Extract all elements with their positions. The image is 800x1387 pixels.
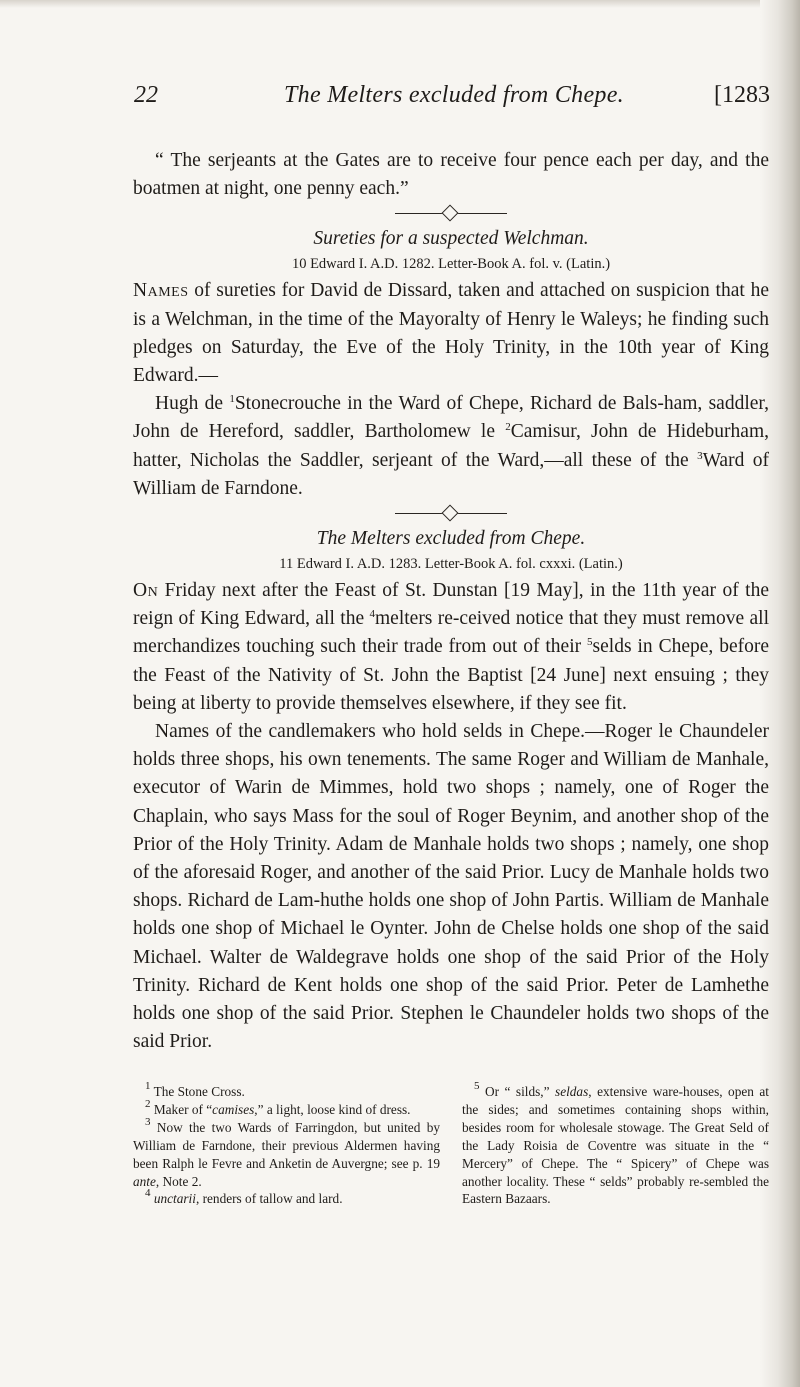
main-text [133, 147, 769, 1056]
footnote-1: $^1$ The Stone Cross. [145, 1080, 245, 1099]
section-reference-melters: 11 Edward I. A.D. 1283. Letter-Book A. fol. cxxxi. (Latin.) [279, 556, 623, 573]
footnote-4: $^4$ unctarii, renders of tallow and lard. [145, 1187, 343, 1207]
footnote-ref: 4 [369, 608, 375, 621]
footnote-ref: 2 [505, 421, 511, 434]
section-title-melters: The Melters excluded from Chepe. [316, 528, 586, 550]
sureties-list-paragraph: Hugh de $^1$Stonecrouche in the Ward of Chepe, Richard de Bals-ham, saddler, John de Hereford, saddler, Bartholomew le $^2$Camisur, John de Hideburham, hatter, Nicholas the Saddler, serjeant of the Ward,—all these of the $^3$Ward of William de Farndone. [133, 393, 769, 499]
section-reference-sureties: 10 Edward I. A.D. 1282. Letter-Book A. fol. v. (Latin.) [291, 256, 611, 273]
footnotes-left-column [133, 1080, 440, 1208]
running-head [134, 82, 770, 114]
running-year: [1283 [714, 82, 770, 108]
page-number: 22 [134, 82, 158, 108]
diamond-ornament-icon [442, 205, 459, 222]
running-title: The Melters excluded from Chepe. [284, 82, 624, 108]
footnote-2: $^2$ Maker of “camises,” a light, loose kind of dress. [145, 1097, 411, 1117]
footnote-ref: 5 [587, 636, 593, 649]
candlemakers-paragraph: Names of the candlemakers who hold selds in Chepe.—Roger le Chaundeler holds three shops, his own tenements. The same Roger and William de Manhale, executor of Warin de Mimmes, hold two shops ; namely, one of Roger the Chaplain, who says Mass for the soul of Roger Beynim, and another shop of the Prior of the Holy Trinity. Adam de Manhale holds two shops ; namely, one shop of the aforesaid Roger, and another of the said Prior. Lucy de Manhale holds two shops. Richard de Lam-huthe holds one shop of John Partis. William de Manhale holds one shop of Michael le Oynter. John de Chelse holds one shop of the said Michael. Walter de Waldegrave holds one shop of the said Prior of the Holy Trinity. Richard de Kent holds one shop of the said Prior. Peter de Lamhethe holds one shop of the said Prior. Stephen le Chaundeler holds two shops of the said Prior. [133, 721, 769, 1053]
footnote-ref: 3 [697, 449, 703, 462]
section-title-sureties: Sureties for a suspected Welchman. [313, 228, 589, 250]
lead-word: On [133, 580, 159, 602]
section-divider [133, 203, 769, 223]
page-top-shadow [0, 0, 800, 8]
footnotes-right-column [462, 1080, 769, 1208]
footnote-3: $^3$ Now the two Wards of Farringdon, but united by William de Farndone, their previous Aldermen having been Ralph le Fevre and Anketin de Auvergne; see p. 19 ante, Note 2. [133, 1115, 440, 1189]
diamond-ornament-icon [442, 505, 459, 522]
melters-paragraph: On Friday next after the Feast of St. Dunstan [19 May], in the 11th year of the reign of King Edward, all the $^4$melters re-ceived notice that they must remove all merchandizes touching such their trade from out of their $^5$selds in Chepe, before the Feast of the Nativity of St. John the Baptist [24 June] next ensuing ; they being at liberty to provide themselves elsewhere, if they see fit. [133, 580, 770, 714]
sureties-paragraph: Names of sureties for David de Dissard, taken and attached on suspicion that he is a Welchman, in the time of the Mayoralty of Henry le Waleys; he finding such pledges on Saturday, the Eve of the Holy Trinity, in the 10th year of King Edward.— [133, 280, 769, 387]
opening-paragraph: “ The serjeants at the Gates are to receive four pence each per day, and the boatmen at night, one penny each.” [133, 150, 769, 200]
lead-word: Names [133, 280, 189, 302]
section-divider [133, 503, 769, 523]
footnote-5: $^5$ Or “ silds,” seldas, extensive ware-houses, open at the sides; and sometimes containing shops within, besides room for wholesale stowage. The Great Seld of the Lady Roisia de Coventre was situate in the “ Mercery” of Chepe. The “ Spicery” of Chepe was another locality. These “ selds” probably re-sembled the Eastern Bazaars. [462, 1080, 769, 1207]
footnote-ref: 1 [229, 393, 235, 406]
